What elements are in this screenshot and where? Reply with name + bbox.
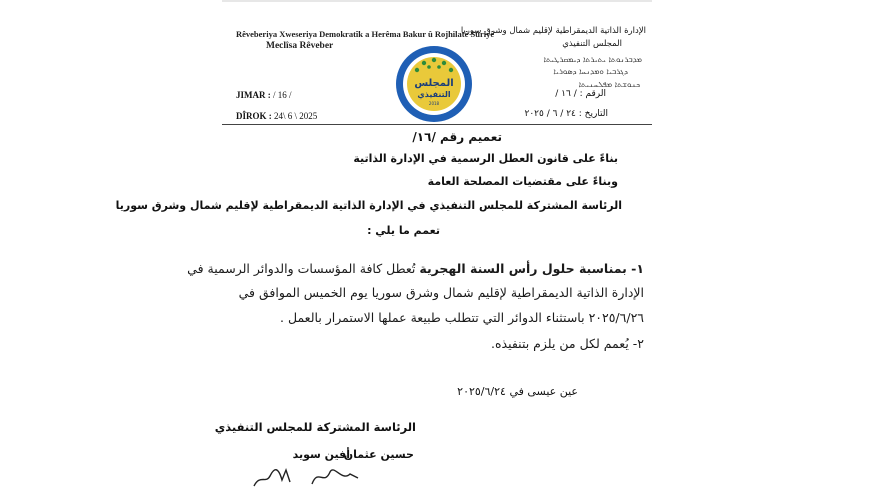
seal-year: 2018: [428, 101, 440, 106]
header-syriac-line-3: ܟܢܘܫܬܐ ܡܦܠܚܢܝܬܐ: [578, 80, 640, 89]
dirok-value: 24\ 6 \ 2025: [274, 111, 318, 121]
seal-text-1: المجلس: [414, 78, 454, 89]
title-line-3: الرئاسة المشتركة للمجلس التنفيذي في الإدارة الذاتية الديمقراطية لإقليم شمال وشرق سوريا: [115, 199, 622, 212]
jimar-value: / 16 /: [273, 90, 292, 100]
body-item-1-rest: تُعطل كافة المؤسسات والدوائر الرسمية في: [187, 261, 420, 276]
header-latin-line-1: Rêveberiya Xweseriya Demokratîk a Herêma Bakur û Rojhilatê Sûriyê: [236, 29, 495, 39]
signatory-name-1: أفين سويد: [292, 448, 350, 461]
title-line-2: وبناءً على مقتضيات المصلحة العامة: [427, 175, 618, 188]
reference-number-arabic: الرقم : / ١٦ /: [555, 89, 606, 99]
handwritten-signatures: [252, 456, 362, 489]
body-item-1-bold: ١- بمناسبة حلول رأس السنة الهجرية: [419, 261, 644, 276]
title-line-1: بناءً على قانون العطل الرسمية في الإدارة الذاتية: [353, 152, 618, 165]
header-syriac-line-2: ܕܓܪܒܝܐ ܘܡܕܢܚܐ ܕܣܘܪܝܐ: [553, 67, 628, 76]
signature-title: الرئاسة المشتركة للمجلس التنفيذي: [214, 420, 416, 434]
header-arabic-line-1: الإدارة الذاتية الديمقراطية لإقليم شمال وشرق سوريا: [460, 26, 646, 36]
signatory-name-2: حسين عثمان: [343, 448, 414, 461]
header-latin-line-2: Meclîsa Rêveber: [266, 41, 334, 51]
jimar-label: JIMAR :: [236, 90, 271, 100]
header-divider: [222, 124, 652, 125]
body-line-3: ٢٠٢٥/٦/٢٦ باستثناء الدوائر التي تتطلب طبيعة عملها الاستمرار بالعمل .: [280, 310, 644, 325]
body-item-1: [187, 261, 644, 276]
title-line-4: تعمم ما يلي :: [367, 224, 440, 237]
page-top-edge: [222, 0, 652, 2]
header-syriac-line-1: ܡܕܒܪܢܘܬܐ ܝܬܝܪܬܐ ܕܝܡܩܪܛܝܬܐ: [543, 55, 642, 64]
dirok-label: DÎROK :: [236, 111, 272, 121]
place-and-date: عين عيسى في ٢٠٢٥/٦/٢٤: [457, 385, 578, 398]
dirok-date: [236, 111, 317, 121]
seal-text-2: التنفيذي: [417, 90, 451, 99]
reference-date-arabic: التاريخ : ٢٤ / ٦ / ٢٠٢٥: [524, 109, 608, 119]
body-item-2: ٢- يُعمم لكل من يلزم بتنفيذه.: [491, 336, 644, 351]
body-line-2: الإدارة الذاتية الديمقراطية لإقليم شمال وشرق سوريا يوم الخميس الموافق في: [238, 285, 644, 300]
jimar-reference: [236, 90, 292, 100]
executive-council-seal: [394, 44, 474, 124]
circular-title: تعميم رقم /١٦/: [412, 130, 502, 144]
header-arabic-line-2: المجلس التنفيذي: [562, 39, 622, 49]
